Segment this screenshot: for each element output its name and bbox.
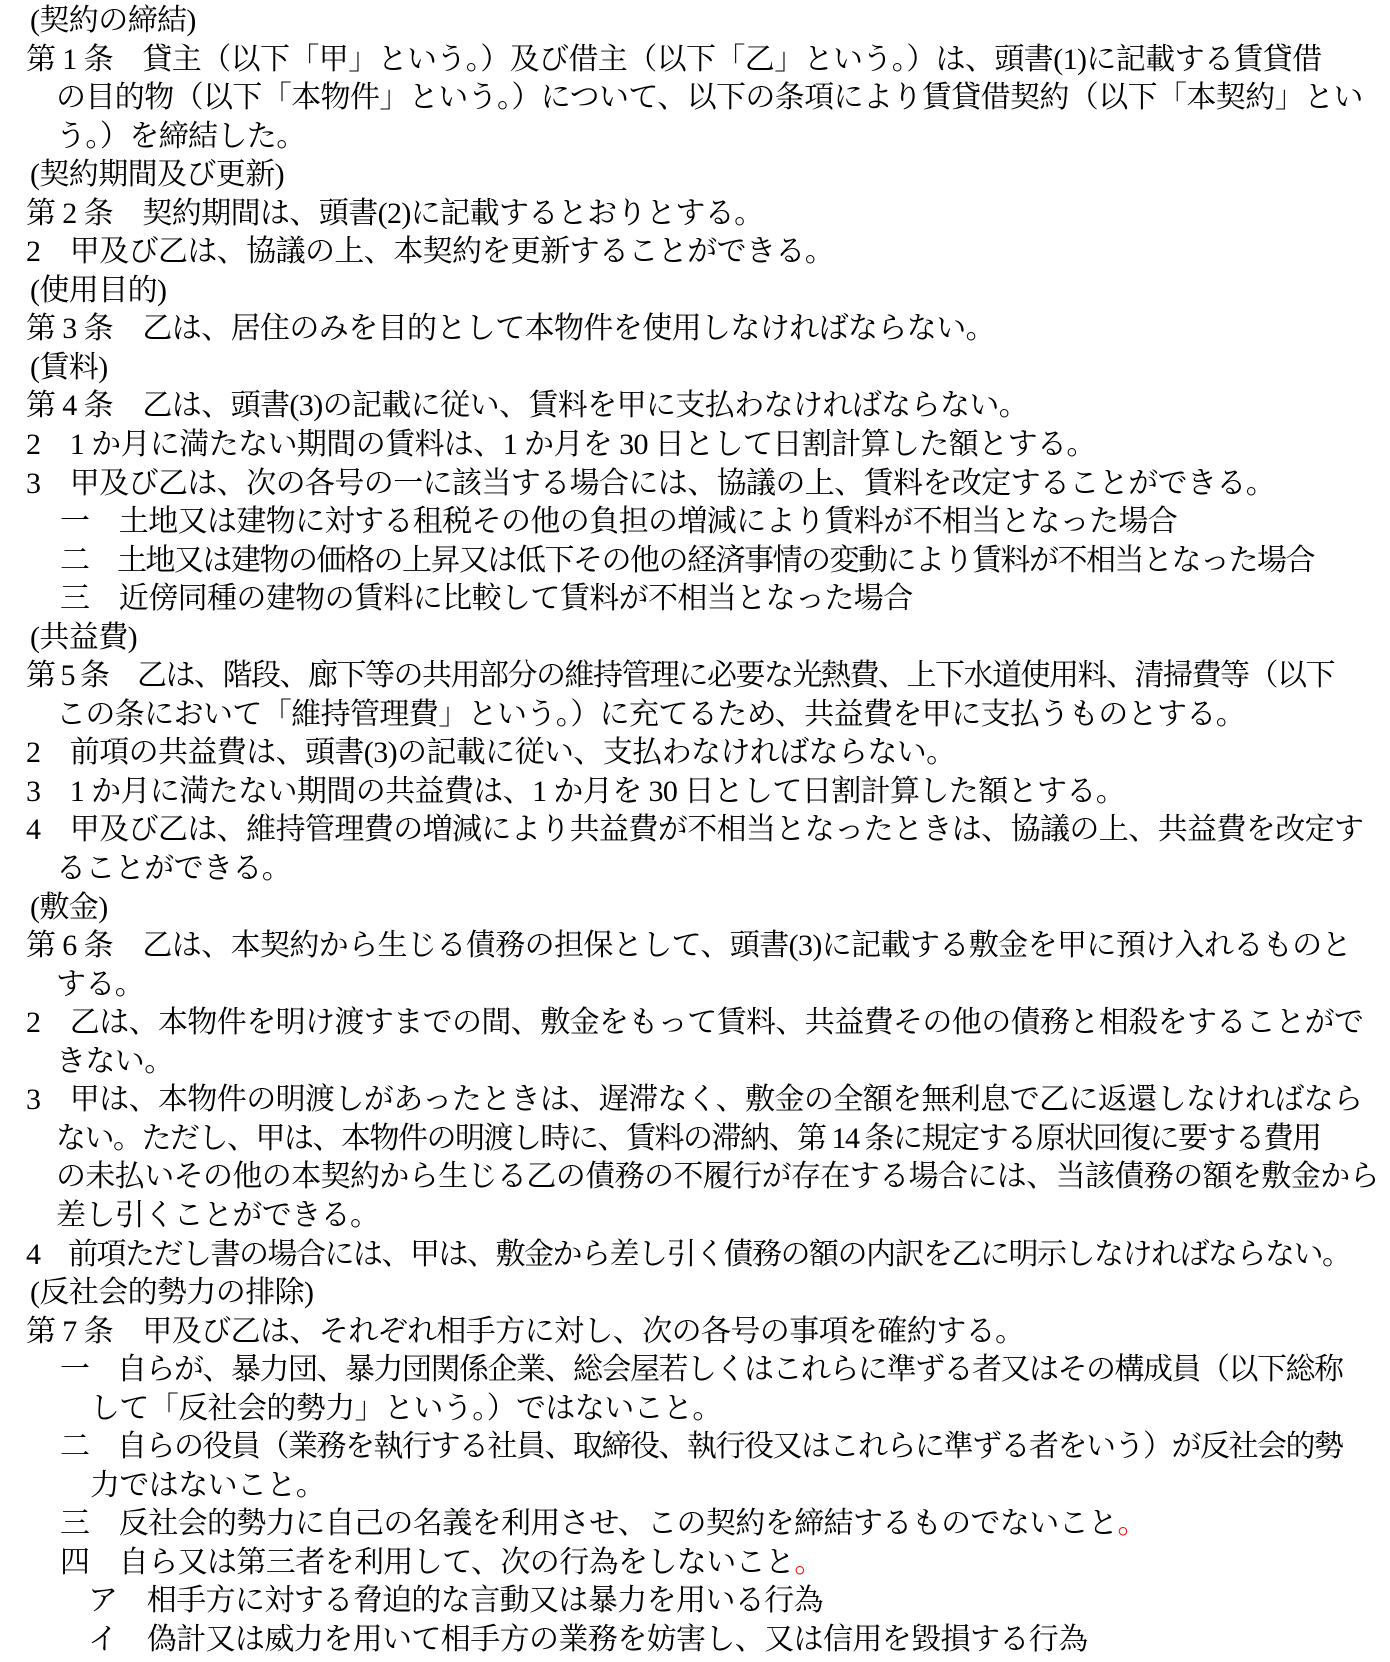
- line-text: 第 5 条 乙は、階段、廊下等の共用部分の維持管理に必要な光熱費、上下水道使用料、清掃費等（以下: [26, 659, 1334, 693]
- text-line: [90, 1390, 1390, 1429]
- line-text: 第 4 条 乙は、頭書(3)の記載に従い、賃料を甲に支払わなければならない。: [26, 389, 1029, 423]
- text-line: [26, 811, 1390, 850]
- line-text: 第 1 条 貸主（以下「甲」という。）及び借主（以下「乙」という。）は、頭書(1)に記載する賃貸借: [26, 42, 1322, 76]
- line-text: 2 甲及び乙は、協議の上、本契約を更新することができる。: [26, 235, 835, 269]
- text-line: [26, 657, 1390, 696]
- text-line: [60, 1544, 1390, 1583]
- line-text: 2 1 か月に満たない期間の賃料は、1 か月を 30 日として日割計算した額とする。: [26, 428, 1096, 462]
- line-text: 2 前項の共益費は、頭書(3)の記載に従い、支払わなければならない。: [26, 736, 956, 770]
- text-line: [30, 889, 1390, 928]
- text-line: [60, 1505, 1390, 1544]
- text-line: [56, 966, 1390, 1005]
- text-line: [26, 387, 1390, 426]
- line-text: ることができる。: [56, 852, 292, 886]
- text-line: [26, 1313, 1390, 1352]
- line-text: の未払いその他の本契約から生じる乙の債務の不履行が存在する場合には、当該債務の額を敷金から: [56, 1160, 1379, 1194]
- text-line: [56, 1043, 1390, 1082]
- text-line: [56, 696, 1390, 735]
- line-text: 第 2 条 契約期間は、頭書(2)に記載するとおりとする。: [26, 196, 764, 230]
- text-line: [30, 619, 1390, 658]
- line-text: 差し引くことができる。: [56, 1198, 380, 1232]
- text-line: [88, 1621, 1390, 1660]
- line-text: 3 1 か月に満たない期間の共益費は、1 か月を 30 日として日割計算した額とする。: [26, 774, 1126, 808]
- text-line: [60, 1428, 1390, 1467]
- line-text: 4 甲及び乙は、維持管理費の増減により共益費が不相当となったときは、協議の上、共益費を改定す: [26, 813, 1364, 847]
- text-line: [26, 1236, 1390, 1275]
- line-text: 3 甲は、本物件の明渡しがあったときは、遅滞なく、敷金の全額を無利息で乙に返還しなければなら: [26, 1083, 1363, 1117]
- line-text: の目的物（以下「本物件」という。）について、以下の条項により賃貸借契約（以下「本契約」とい: [56, 81, 1363, 115]
- line-text: (契約期間及び更新): [30, 158, 284, 192]
- text-line: [26, 773, 1390, 812]
- line-text: 一 自らが、暴力団、暴力団関係企業、総会屋若しくはこれらに準ずる者又はその構成員（以下総称: [60, 1353, 1343, 1387]
- line-text: (契約の締結): [30, 4, 196, 37]
- line-text: 二 自らの役員（業務を執行する社員、取締役、執行役又はこれらに準ずる者をいう）が反社会的勢: [60, 1430, 1343, 1464]
- text-line: [30, 272, 1390, 311]
- text-line: [26, 1081, 1390, 1120]
- text-line: [26, 1004, 1390, 1043]
- line-text: (反社会的勢力の排除): [30, 1276, 314, 1310]
- line-text: 第 3 条 乙は、居住のみを目的として本物件を使用しなければならない。: [26, 312, 995, 346]
- text-line: [60, 1351, 1390, 1390]
- line-text: 三 反社会的勢力に自己の名義を利用させ、この契約を締結するものでないこと: [60, 1507, 1118, 1541]
- line-text: う。）を締結した。: [56, 119, 306, 153]
- line-text: 四 自ら又は第三者を利用して、次の行為をしないこと: [60, 1545, 795, 1579]
- text-line: [26, 310, 1390, 349]
- text-line: [30, 1274, 1390, 1313]
- text-line: [56, 1120, 1390, 1159]
- text-line: [56, 1158, 1390, 1197]
- line-text: (共益費): [30, 620, 137, 654]
- text-line: [56, 850, 1390, 889]
- line-text: (賃料): [30, 350, 108, 384]
- line-text: 4 前項ただし書の場合には、甲は、敷金から差し引く債務の額の内訳を乙に明示しなければならない。: [26, 1237, 1351, 1271]
- text-line: [26, 41, 1390, 80]
- line-text: 三 近傍同種の建物の賃料に比較して賃料が不相当となった場合: [60, 582, 913, 616]
- line-text: して「反社会的勢力」という。）ではないこと。: [90, 1391, 722, 1425]
- red-punctuation: 。: [794, 1545, 824, 1579]
- text-line: [30, 349, 1390, 388]
- line-text: きない。: [56, 1044, 174, 1078]
- red-punctuation: 。: [1117, 1507, 1147, 1541]
- text-line: [26, 195, 1390, 234]
- line-text: (使用目的): [30, 273, 167, 307]
- line-text: イ 偽計又は威力を用いて相手方の業務を妨害し、又は信用を毀損する行為: [88, 1622, 1088, 1656]
- text-line: [26, 233, 1390, 272]
- text-line: [56, 79, 1390, 118]
- line-text: 一 土地又は建物に対する租税その他の負担の増減により賃料が不相当となった場合: [60, 505, 1178, 539]
- text-line: [60, 503, 1390, 542]
- line-text: 2 乙は、本物件を明け渡すまでの間、敷金をもって賃料、共益費その他の債務と相殺をすることがで: [26, 1006, 1364, 1040]
- line-text: する。: [56, 967, 145, 1001]
- text-line: [30, 156, 1390, 195]
- line-text: 3 甲及び乙は、次の各号の一に該当する場合には、協議の上、賃料を改定することができる。: [26, 466, 1276, 500]
- text-line: [56, 118, 1390, 157]
- line-text: 力ではないこと。: [90, 1468, 326, 1502]
- text-line: [30, 2, 1390, 41]
- text-line: [88, 1582, 1390, 1621]
- line-text: 第 7 条 甲及び乙は、それぞれ相手方に対し、次の各号の事項を確約する。: [26, 1314, 1025, 1348]
- text-line: [60, 542, 1390, 581]
- text-line: [26, 927, 1390, 966]
- text-line: [56, 1197, 1390, 1236]
- text-line: [60, 580, 1390, 619]
- line-text: 二 土地又は建物の価格の上昇又は低下その他の経済事情の変動により賃料が不相当となった場合: [60, 543, 1314, 577]
- text-line: [26, 734, 1390, 773]
- line-text: ない。ただし、甲は、本物件の明渡し時に、賃料の滞納、第 14 条に規定する原状回復に要する費用: [56, 1121, 1321, 1155]
- line-text: この条において「維持管理費」という。）に充てるため、共益費を甲に支払うものとする。: [56, 697, 1246, 731]
- text-line: [90, 1467, 1390, 1506]
- line-text: (敷金): [30, 890, 108, 924]
- text-line: [26, 426, 1390, 465]
- line-text: 第 6 条 乙は、本契約から生じる債務の担保として、頭書(3)に記載する敷金を甲に預け入れるものと: [26, 929, 1351, 963]
- text-line: [26, 465, 1390, 504]
- line-text: ア 相手方に対する脅迫的な言動又は暴力を用いる行為: [88, 1584, 823, 1618]
